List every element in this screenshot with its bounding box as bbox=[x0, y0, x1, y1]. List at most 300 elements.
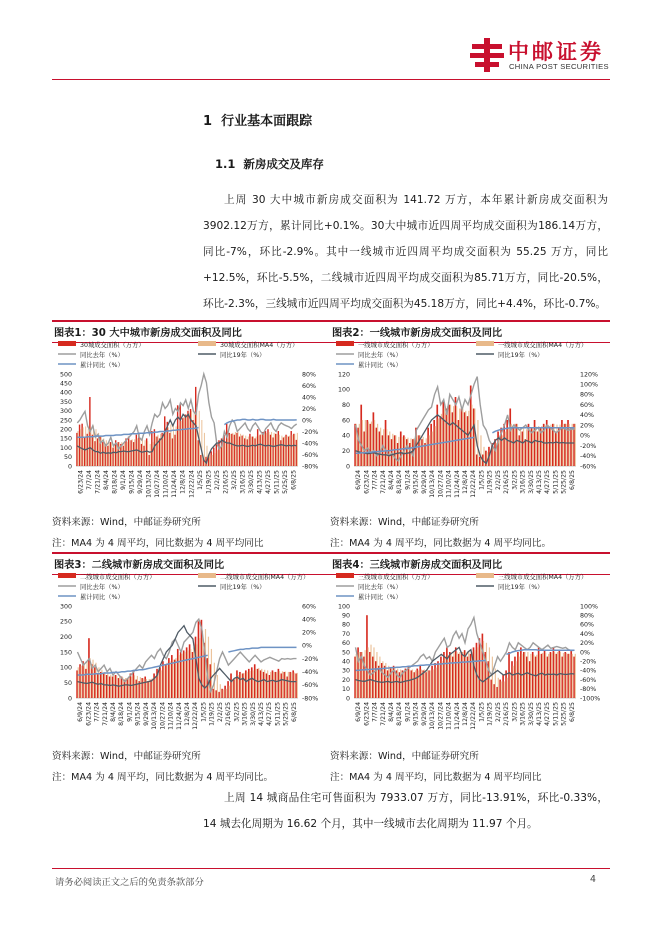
ma4-bar bbox=[418, 670, 419, 698]
ma4-bar bbox=[288, 672, 289, 698]
legend-label: 同比19年（%） bbox=[220, 352, 266, 359]
ma4-bar bbox=[166, 663, 167, 698]
x-tick-label: 1/19/25 bbox=[205, 469, 213, 494]
ma4-bar bbox=[406, 670, 407, 698]
legend-label: 累计同比（%） bbox=[358, 362, 402, 369]
ma4-bar bbox=[276, 672, 277, 698]
ma4-bar bbox=[382, 661, 383, 698]
y-tick-label: 100 bbox=[337, 603, 350, 611]
ma4-bar bbox=[441, 414, 442, 466]
figure-title-text: 三线城市新房成交面积及同比 bbox=[369, 560, 503, 571]
ma4-bar bbox=[562, 424, 563, 466]
ma4-bar bbox=[90, 427, 91, 466]
ma4-bar bbox=[499, 439, 500, 466]
x-tick-label: 3/30/25 bbox=[527, 702, 535, 726]
ma4-bar bbox=[281, 436, 282, 466]
ma4-bar bbox=[423, 437, 424, 466]
ma4-bar bbox=[556, 425, 557, 466]
ma4-bar bbox=[572, 654, 573, 698]
ma4-bar bbox=[235, 678, 236, 698]
ma4-bar bbox=[193, 647, 194, 698]
ma4-bar bbox=[365, 650, 366, 698]
x-tick-label: 12/22/24 bbox=[192, 701, 200, 730]
ma4-bar bbox=[365, 420, 366, 466]
ma4-bar bbox=[438, 418, 439, 466]
ma4-bar bbox=[261, 669, 262, 698]
ma4-bar bbox=[181, 421, 182, 466]
ma4-bar bbox=[356, 654, 357, 698]
ma4-bar bbox=[268, 432, 269, 466]
x-tick-label: 9/1/24 bbox=[404, 469, 412, 490]
header-divider bbox=[52, 79, 610, 80]
ma4-bar bbox=[480, 435, 481, 466]
y2-tick-label: -40% bbox=[302, 440, 319, 448]
ma4-bar bbox=[150, 444, 151, 466]
legend-label: 二线城市成交面积（万方） bbox=[80, 574, 156, 581]
ma4-bar bbox=[134, 675, 135, 698]
ma4-bar bbox=[370, 645, 371, 698]
figure-title-text: 一线城市新房成交面积及同比 bbox=[369, 328, 503, 339]
ma4-bar bbox=[243, 673, 244, 698]
ma4-bar bbox=[261, 434, 262, 466]
legend-label: 同比去年（%） bbox=[358, 584, 402, 591]
y2-tick-label: -60% bbox=[302, 451, 319, 459]
y-tick-label: 80 bbox=[341, 621, 350, 629]
y-tick-label: 80 bbox=[341, 401, 350, 409]
ma4-bar bbox=[83, 427, 84, 466]
ma4-bar bbox=[456, 406, 457, 466]
ma4-bar bbox=[465, 652, 466, 698]
x-tick-label: 4/27/25 bbox=[265, 469, 273, 494]
x-tick-label: 4/27/25 bbox=[544, 701, 552, 726]
y2-tick-label: -80% bbox=[580, 686, 597, 694]
x-tick-label: 12/8/24 bbox=[179, 469, 187, 494]
y-tick-label: 150 bbox=[59, 649, 72, 657]
ma4-bar bbox=[492, 657, 493, 698]
ma4-bar bbox=[439, 665, 440, 698]
y2-tick-label: 80% bbox=[302, 371, 316, 379]
ma4-bar bbox=[279, 435, 280, 466]
y-tick-label: 100 bbox=[337, 386, 350, 394]
y2-tick-label: -40% bbox=[302, 669, 319, 677]
legend-label: 累计同比（%） bbox=[358, 594, 402, 601]
y-tick-label: 300 bbox=[59, 408, 72, 416]
x-tick-label: 6/23/24 bbox=[77, 470, 85, 494]
legend-label: 30城成交面积（万方） bbox=[80, 342, 145, 349]
ma4-bar bbox=[208, 637, 209, 698]
ma4-bar bbox=[459, 409, 460, 467]
x-tick-label: 5/25/25 bbox=[560, 702, 568, 726]
y-tick-label: 0 bbox=[345, 463, 350, 471]
ma4-bar bbox=[258, 668, 259, 698]
ma4-bar bbox=[430, 670, 431, 698]
ma4-bar bbox=[137, 676, 138, 698]
y2-tick-label: -80% bbox=[302, 695, 319, 703]
y-tick-label: 250 bbox=[59, 618, 72, 626]
x-tick-label: 11/24/24 bbox=[453, 470, 461, 498]
ma4-bar bbox=[294, 434, 295, 466]
ma4-bar bbox=[163, 434, 164, 466]
ma4-bar bbox=[453, 406, 454, 466]
y2-tick-label: 0% bbox=[302, 417, 312, 425]
ma4-bar bbox=[155, 437, 156, 466]
legend-swatch bbox=[336, 573, 354, 578]
ma4-bar bbox=[427, 669, 428, 698]
x-tick-label: 9/29/24 bbox=[420, 470, 428, 494]
x-tick-label: 6/8/25 bbox=[568, 702, 576, 722]
legend-label: 二线城市成交面积MA4（万方） bbox=[220, 574, 310, 581]
ma4-bar bbox=[287, 436, 288, 466]
ma4-bar bbox=[131, 677, 132, 698]
figure-title-text: 30 大中城市新房成交面积及同比 bbox=[91, 328, 242, 339]
section-number: 1 bbox=[203, 114, 213, 129]
ma4-bar bbox=[575, 424, 576, 466]
ma4-bar bbox=[459, 652, 460, 698]
y2-tick-label: 80% bbox=[580, 391, 594, 399]
y-tick-label: 50 bbox=[63, 454, 72, 462]
ma4-bar bbox=[245, 436, 246, 466]
ma4-bar bbox=[88, 429, 89, 466]
y-tick-label: 20 bbox=[341, 676, 350, 684]
ma4-bar bbox=[282, 671, 283, 698]
subsection-title: 新房成交及库存 bbox=[243, 157, 324, 171]
footer-divider bbox=[52, 868, 610, 869]
ma4-bar bbox=[95, 429, 96, 466]
ma4-bar bbox=[572, 424, 573, 466]
ma4-bar bbox=[147, 441, 148, 466]
ma4-bar bbox=[450, 405, 451, 466]
ma4-bar bbox=[548, 654, 549, 698]
ma4-bar bbox=[249, 671, 250, 698]
ma4-bar bbox=[462, 409, 463, 467]
y-tick-label: 50 bbox=[63, 679, 72, 687]
ma4-bar bbox=[113, 675, 114, 698]
y2-tick-label: 40% bbox=[580, 412, 594, 420]
page-number: 4 bbox=[590, 874, 596, 885]
ma4-bar bbox=[264, 670, 265, 698]
ma4-bar bbox=[263, 434, 264, 466]
x-tick-label: 10/13/24 bbox=[429, 701, 437, 730]
y2-tick-label: 0% bbox=[580, 432, 590, 440]
y2-tick-label: -20% bbox=[580, 442, 597, 450]
ma4-bar bbox=[270, 672, 271, 698]
ma4-bar bbox=[119, 677, 120, 698]
x-tick-label: 9/15/24 bbox=[134, 702, 142, 726]
x-tick-label: 10/27/24 bbox=[154, 469, 162, 498]
ma4-bar bbox=[116, 676, 117, 698]
ma4-bar bbox=[435, 426, 436, 466]
ma4-bar bbox=[212, 455, 213, 466]
subsection-heading bbox=[215, 156, 324, 172]
legend-swatch bbox=[198, 341, 216, 346]
x-tick-label: 11/10/24 bbox=[162, 470, 170, 498]
x-tick-label: 1/19/25 bbox=[486, 702, 494, 726]
legend-label: 三线城市成交面积MA4（万方） bbox=[498, 574, 588, 581]
ma4-bar bbox=[252, 670, 253, 698]
ma4-bar bbox=[401, 437, 402, 466]
x-tick-label: 10/13/24 bbox=[145, 470, 153, 498]
ma4-bar bbox=[240, 673, 241, 698]
y-tick-label: 450 bbox=[59, 380, 72, 388]
legend-label: 同比19年（%） bbox=[498, 352, 544, 359]
paragraph-line: 环比-2.3%，三线城市近四周平均成交面积为45.18万方，同比+4.4%，环比-0.7%。 bbox=[203, 298, 607, 310]
y-tick-label: 400 bbox=[59, 389, 72, 397]
ma4-bar bbox=[415, 670, 416, 698]
y-tick-label: 350 bbox=[59, 398, 72, 406]
ma4-bar bbox=[220, 684, 221, 698]
ma4-bar bbox=[569, 654, 570, 698]
x-tick-label: 4/13/25 bbox=[258, 702, 265, 726]
x-tick-label: 7/21/24 bbox=[379, 702, 387, 726]
y2-tick-label: -100% bbox=[580, 695, 601, 703]
x-tick-label: 8/18/24 bbox=[111, 469, 119, 494]
ma4-bar bbox=[119, 442, 120, 466]
x-tick-label: 8/4/24 bbox=[102, 470, 110, 490]
x-tick-label: 1/5/25 bbox=[200, 701, 208, 722]
x-tick-label: 10/13/24 bbox=[429, 469, 437, 498]
x-tick-label: 11/10/24 bbox=[445, 702, 453, 730]
x-tick-label: 12/22/24 bbox=[470, 701, 478, 730]
ma4-bar bbox=[510, 672, 511, 698]
ma4-bar bbox=[194, 411, 195, 466]
ma4-bar bbox=[77, 431, 78, 466]
ma4-bar bbox=[199, 638, 200, 698]
figure-source: 资料来源：Wind，中邮证券研究所 bbox=[52, 751, 201, 762]
ma4-bar bbox=[514, 424, 515, 466]
x-tick-label: 9/1/24 bbox=[126, 701, 134, 722]
ma4-bar bbox=[560, 652, 561, 698]
ma4-bar bbox=[225, 441, 226, 466]
ma4-bar bbox=[126, 442, 127, 466]
x-tick-label: 8/4/24 bbox=[110, 702, 117, 722]
ma4-bar bbox=[544, 425, 545, 466]
ma4-bar bbox=[223, 689, 224, 698]
ma4-bar bbox=[517, 424, 518, 466]
ma4-bar bbox=[539, 654, 540, 698]
y-tick-label: 120 bbox=[337, 371, 350, 379]
ma4-bar bbox=[566, 653, 567, 698]
x-tick-label: 11/24/24 bbox=[175, 702, 183, 730]
ma4-bar bbox=[477, 420, 478, 466]
ma4-bar bbox=[389, 432, 390, 467]
x-tick-label: 1/5/25 bbox=[196, 469, 204, 490]
y-tick-label: 90 bbox=[341, 612, 350, 620]
x-tick-label: 12/8/24 bbox=[462, 470, 469, 494]
y-tick-label: 40 bbox=[341, 658, 350, 666]
ma4-bar bbox=[184, 652, 185, 698]
ma4-bar bbox=[110, 675, 111, 698]
ma4-bar bbox=[132, 439, 133, 466]
ma4-bar bbox=[477, 647, 478, 698]
figure-label: 图表4： bbox=[332, 560, 370, 571]
y-tick-label: 500 bbox=[59, 371, 72, 379]
y-tick-label: 30 bbox=[341, 667, 350, 675]
y2-tick-label: 120% bbox=[580, 371, 599, 379]
ma4-bar bbox=[297, 673, 298, 698]
legend-label: 同比去年（%） bbox=[80, 584, 124, 591]
ma4-bar bbox=[111, 443, 112, 466]
y-tick-label: 300 bbox=[59, 603, 72, 611]
y2-tick-label: 0% bbox=[302, 642, 312, 650]
x-tick-label: 6/9/24 bbox=[355, 701, 363, 722]
ma4-bar bbox=[377, 424, 378, 466]
ma4-bar bbox=[108, 442, 109, 466]
ma4-bar bbox=[441, 661, 442, 698]
y-tick-label: 20 bbox=[341, 447, 350, 455]
ma4-bar bbox=[386, 429, 387, 466]
x-tick-label: 8/18/24 bbox=[396, 701, 404, 726]
y2-tick-label: 100% bbox=[580, 381, 599, 389]
x-tick-label: 7/7/24 bbox=[371, 702, 379, 722]
x-tick-label: 9/1/24 bbox=[120, 470, 127, 490]
x-tick-label: 3/16/25 bbox=[519, 470, 527, 494]
x-tick-label: 3/30/25 bbox=[249, 702, 257, 726]
chart-tier3-cities bbox=[330, 570, 610, 742]
ma4-bar bbox=[416, 435, 417, 466]
chart-30-cities bbox=[52, 338, 332, 510]
paragraph-line: 上周 30 大中城市新房成交面积为 141.72 万方，本年累计新房成交面积为 bbox=[224, 194, 608, 206]
ma4-bar bbox=[145, 440, 146, 466]
ma4-bar bbox=[229, 686, 230, 698]
x-tick-label: 10/27/24 bbox=[437, 469, 445, 498]
x-tick-label: 7/7/24 bbox=[93, 702, 101, 722]
y-tick-label: 0 bbox=[345, 695, 350, 703]
y-tick-label: 50 bbox=[341, 649, 350, 657]
ma4-bar bbox=[371, 422, 372, 466]
y-tick-label: 0 bbox=[67, 695, 72, 703]
x-tick-label: 2/2/25 bbox=[213, 470, 221, 490]
y2-tick-label: 60% bbox=[580, 401, 594, 409]
x-tick-label: 7/7/24 bbox=[85, 469, 93, 490]
ma4-bar bbox=[524, 652, 525, 698]
y2-tick-label: -60% bbox=[302, 682, 319, 690]
y2-tick-label: 80% bbox=[580, 612, 594, 620]
x-tick-label: 2/2/25 bbox=[494, 702, 502, 722]
ma4-bar bbox=[183, 417, 184, 466]
ma4-bar bbox=[521, 654, 522, 698]
x-tick-label: 2/2/25 bbox=[494, 470, 502, 490]
y2-tick-label: -40% bbox=[580, 667, 597, 675]
x-tick-label: 11/10/24 bbox=[445, 470, 453, 498]
footer-disclaimer: 请务必阅读正文之后的免责条款部分 bbox=[55, 877, 204, 888]
y-tick-label: 60 bbox=[341, 417, 350, 425]
ma4-bar bbox=[137, 438, 138, 466]
x-tick-label: 8/18/24 bbox=[118, 701, 126, 726]
ma4-bar bbox=[493, 447, 494, 466]
ma4-bar bbox=[403, 670, 404, 698]
ma4-bar bbox=[575, 654, 576, 698]
legend-label: 30城成交面积MA4（万方） bbox=[220, 342, 299, 349]
ma4-bar bbox=[266, 433, 267, 466]
ma4-bar bbox=[444, 409, 445, 467]
x-tick-label: 1/5/25 bbox=[478, 469, 486, 490]
x-tick-label: 5/11/25 bbox=[274, 701, 282, 726]
ma4-bar bbox=[523, 428, 524, 466]
figure-note: 注：MA4 为 4 周平均，同比数据为 4 周平均同比 bbox=[52, 538, 264, 549]
ma4-bar bbox=[291, 672, 292, 698]
y2-tick-label: 20% bbox=[580, 640, 594, 648]
ma4-bar bbox=[504, 681, 505, 698]
x-tick-label: 3/2/25 bbox=[231, 470, 238, 490]
x-tick-label: 6/23/24 bbox=[363, 469, 371, 494]
ma4-bar bbox=[152, 442, 153, 466]
ma4-bar bbox=[362, 420, 363, 466]
paragraph-line: 14 城去化周期为 16.62 个月，其中一线城市去化周期为 11.97 个月。 bbox=[203, 818, 538, 830]
y-tick-label: 70 bbox=[341, 630, 350, 638]
ma4-bar bbox=[165, 431, 166, 466]
brand-name-en: CHINA POST SECURITIES bbox=[509, 62, 609, 71]
paragraph-line: 3902.12万方，累计同比+0.1%。30大中城市近四周平均成交面积为186.14万方， bbox=[203, 220, 608, 232]
y2-tick-label: 20% bbox=[302, 629, 316, 637]
y-tick-label: 100 bbox=[59, 444, 72, 452]
ma4-bar bbox=[450, 653, 451, 698]
ma4-bar bbox=[395, 435, 396, 466]
ma4-bar bbox=[538, 426, 539, 466]
x-tick-label: 6/8/25 bbox=[568, 470, 576, 490]
ma4-bar bbox=[380, 428, 381, 466]
x-tick-label: 2/16/25 bbox=[503, 469, 511, 494]
legend-label: 累计同比（%） bbox=[80, 362, 124, 369]
ma4-bar bbox=[285, 672, 286, 698]
chart-tier2-cities bbox=[52, 570, 332, 742]
figure-note: 注：MA4 为 4 周平均，同比数据为 4 周平均同比。 bbox=[330, 538, 552, 549]
ma4-bar bbox=[447, 655, 448, 698]
x-tick-label: 8/18/24 bbox=[396, 469, 404, 494]
ma4-bar bbox=[409, 669, 410, 698]
ma4-bar bbox=[474, 650, 475, 698]
ma4-bar bbox=[447, 406, 448, 466]
section-title: 行业基本面跟踪 bbox=[221, 114, 313, 129]
ma4-bar bbox=[542, 653, 543, 698]
ma4-bar bbox=[230, 434, 231, 466]
ma4-bar bbox=[468, 652, 469, 698]
x-tick-label: 7/21/24 bbox=[101, 702, 109, 726]
ma4-bar bbox=[214, 453, 215, 466]
x-tick-label: 5/25/25 bbox=[282, 702, 290, 726]
x-tick-label: 3/16/25 bbox=[241, 702, 249, 726]
y-tick-label: 40 bbox=[341, 432, 350, 440]
ma4-bar bbox=[276, 434, 277, 466]
y2-tick-label: 40% bbox=[302, 616, 316, 624]
ma4-bar bbox=[178, 426, 179, 466]
figure-title-text: 二线城市新房成交面积及同比 bbox=[91, 560, 225, 571]
figure-source: 资料来源：Wind，中邮证券研究所 bbox=[330, 517, 479, 528]
ma4-bar bbox=[226, 689, 227, 698]
y-tick-label: 10 bbox=[341, 686, 350, 694]
ma4-bar bbox=[273, 672, 274, 698]
x-tick-label: 9/15/24 bbox=[128, 470, 136, 494]
x-tick-label: 6/8/25 bbox=[290, 702, 298, 722]
ma4-bar bbox=[462, 652, 463, 698]
y-tick-label: 200 bbox=[59, 426, 72, 434]
x-tick-label: 1/19/25 bbox=[486, 470, 494, 494]
y-tick-label: 100 bbox=[59, 664, 72, 672]
china-post-logo-icon bbox=[470, 38, 504, 72]
ma4-bar bbox=[535, 426, 536, 466]
y2-tick-label: -40% bbox=[580, 453, 597, 461]
ma4-bar bbox=[217, 450, 218, 466]
x-tick-label: 10/27/24 bbox=[437, 701, 445, 730]
x-tick-label: 5/11/25 bbox=[552, 469, 560, 494]
body-paragraph-sales bbox=[203, 187, 608, 317]
x-tick-label: 6/8/25 bbox=[290, 469, 298, 490]
y2-tick-label: -20% bbox=[580, 658, 597, 666]
ma4-bar bbox=[501, 681, 502, 698]
ma4-bar bbox=[426, 438, 427, 466]
paragraph-line: 同比-7%，环比-2.9%。其中一线城市近四周平均成交面积为 55.25 万方，同比 bbox=[203, 246, 608, 258]
x-tick-label: 4/13/25 bbox=[536, 470, 543, 494]
y2-tick-label: -60% bbox=[580, 463, 597, 471]
